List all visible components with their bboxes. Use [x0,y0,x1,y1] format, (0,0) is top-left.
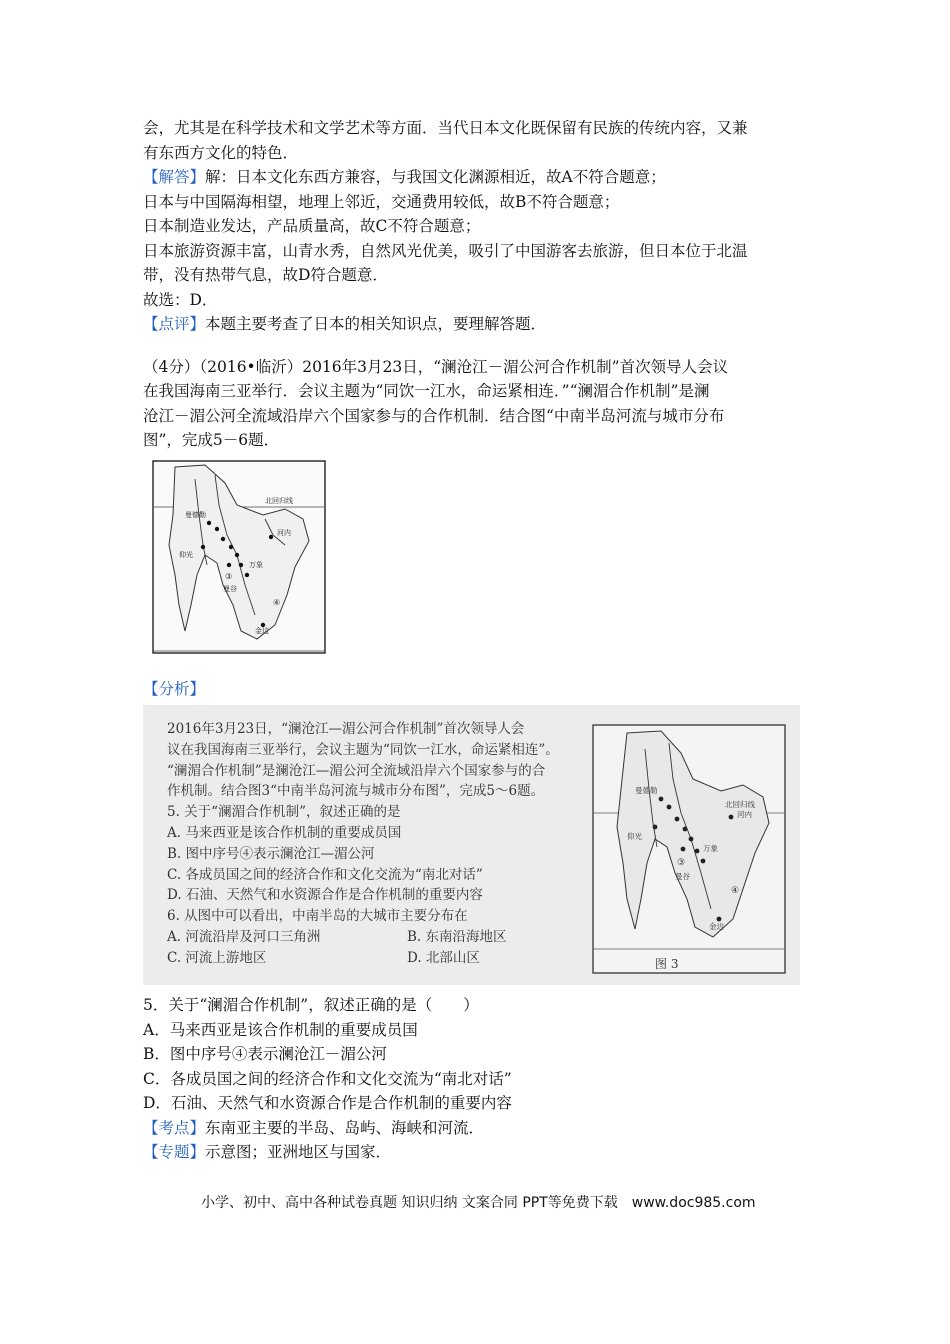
map-label-bangkok: 曼谷 [223,584,237,593]
photo-map-label-bangkok: 曼谷 [675,872,690,881]
map-label-circle4: ④ [273,597,281,607]
textbook-photo [143,705,800,985]
photo-map-label-vientiane: 万象 [703,844,718,853]
photo-line: 2016年3月23日，“澜沧江—湄公河合作机制”首次领导人会 [167,721,525,737]
question-intro-1: （4分）（2016•临沂）2016年3月23日，“澜沧江－湄公河合作机制”首次领导人会议 [143,357,729,376]
photo-map-label-phnompenh: 金边 [709,922,724,931]
zhuanti-line [143,1140,813,1165]
zhuanti-text: 示意图；亚洲地区与国家． [205,1143,392,1161]
photo-map-label-circle3: ③ [677,858,686,868]
footer-text: 小学、初中、高中各种试卷真题 知识归纳 文案合同 PPT等免费下载 www.doc985.com [201,1195,756,1211]
answer-line-3: 日本旅游资源丰富，山青水秀，自然风光优美，吸引了中国游客去旅游，但日本位于北温 [143,241,748,260]
photo-line: A. 马来西亚是该合作机制的重要成员国 [167,824,402,841]
answer-line-1: 日本与中国隔海相望，地理上邻近，交通费用较低，故B不符合题意； [143,192,620,211]
photo-map-label-rangoon: 仰光 [627,832,642,841]
answer-line-5: 故选：D． [143,290,218,309]
photo-map-label-circle4: ④ [731,886,740,896]
photo-line: 6. 从图中可以看出，中南半岛的大城市主要分布在 [167,908,468,925]
answer-first-line [143,165,813,190]
answer-tag: 【解答】 [143,168,206,186]
indochina-map [145,455,333,673]
photo-text [167,719,597,969]
q5-option-b: B．图中序号④表示澜沧江－湄公河 [143,1045,387,1063]
q5-option-c: C．各成员国之间的经济合作和文化交流为“南北对话” [143,1069,512,1088]
answer-line-4: 带，没有热带气息，故D符合题意． [143,266,388,284]
q5-option-a: A．马来西亚是该合作机制的重要成员国 [143,1020,418,1039]
photo-map [591,723,787,975]
q5-option-d: D．石油、天然气和水资源合作是合作机制的重要内容 [143,1094,512,1112]
photo-line: D. 石油、天然气和水资源合作是合作机制的重要内容 [167,887,483,904]
photo-line: 作机制。结合图3“中南半岛河流与城市分布图”，完成5～6题。 [167,783,545,800]
zhuanti-tag: 【专题】 [143,1143,206,1161]
answer-first-text: 解：日本文化东西方兼容，与我国文化渊源相近，故A不符合题意； [205,168,666,186]
comment-text: 本题主要考查了日本的相关知识点，要理解答题． [205,315,547,333]
document-page [143,116,813,1165]
map-label-circle3: ③ [225,571,233,581]
kaodian-text: 东南亚主要的半岛、岛屿、海峡和河流． [205,1118,485,1137]
photo-caption: 图 3 [655,957,679,971]
question-intro-4: 图”，完成5－6题． [143,431,280,449]
photo-map-label-hanoi: 河内 [737,810,752,819]
photo-line: C. 各成员国之间的经济合作和文化交流为“南北对话” [167,866,483,883]
photo-option: B. 东南沿海地区 [407,928,507,945]
map-label-phnompenh: 金边 [255,626,269,635]
question-intro-2: 在我国海南三亚举行．会议主题为“同饮一江水，命运紧相连．”“澜湄合作机制”是澜 [143,382,710,400]
photo-options-row [167,948,597,969]
intro-line-2: 有东西方文化的特色． [143,143,299,162]
map-label-rangoon: 仰光 [179,550,193,559]
comment-tag: 【点评】 [143,315,206,333]
map-label-hanoi: 河内 [277,528,291,537]
photo-line: B. 图中序号④表示澜沧江—湄公河 [167,845,375,862]
question-intro-3: 沧江－湄公河全流域沿岸六个国家参与的合作机制．结合图“中南半岛河流与城市分布 [143,406,725,425]
photo-line: 5. 关于“澜湄合作机制”，叙述正确的是 [167,804,401,821]
photo-map-label-mandalay: 曼德勒 [635,786,658,795]
photo-option: A. 河流沿岸及河口三角洲 [167,928,321,945]
photo-option: C. 河流上游地区 [167,949,267,966]
comment-line [143,312,813,337]
answer-line-2: 日本制造业发达，产品质量高，故C不符合题意； [143,217,481,235]
map-label-mandalay: 曼德勒 [185,510,206,519]
photo-options-row [167,927,597,948]
analysis-tag: 【分析】 [143,679,206,698]
intro-line-1: 会，尤其是在科学技术和文学艺术等方面．当代日本文化既保留有民族的传统内容，又兼 [143,119,748,137]
kaodian-tag: 【考点】 [143,1118,206,1137]
kaodian-line [143,1116,813,1141]
photo-map-label-tropic: 北回归线 [725,800,755,809]
photo-option: D. 北部山区 [407,949,480,966]
map-label-tropic: 北回归线 [265,496,293,505]
photo-line: 议在我国海南三亚举行，会议主题为“同饮一江水，命运紧相连”。 [167,741,559,758]
photo-line: “澜湄合作机制”是澜沧江—湄公河全流域沿岸六个国家参与的合 [167,762,546,779]
map-label-vientiane: 万象 [249,560,263,569]
q5-stem: 5．关于“澜湄合作机制”，叙述正确的是（ ） [143,996,479,1014]
